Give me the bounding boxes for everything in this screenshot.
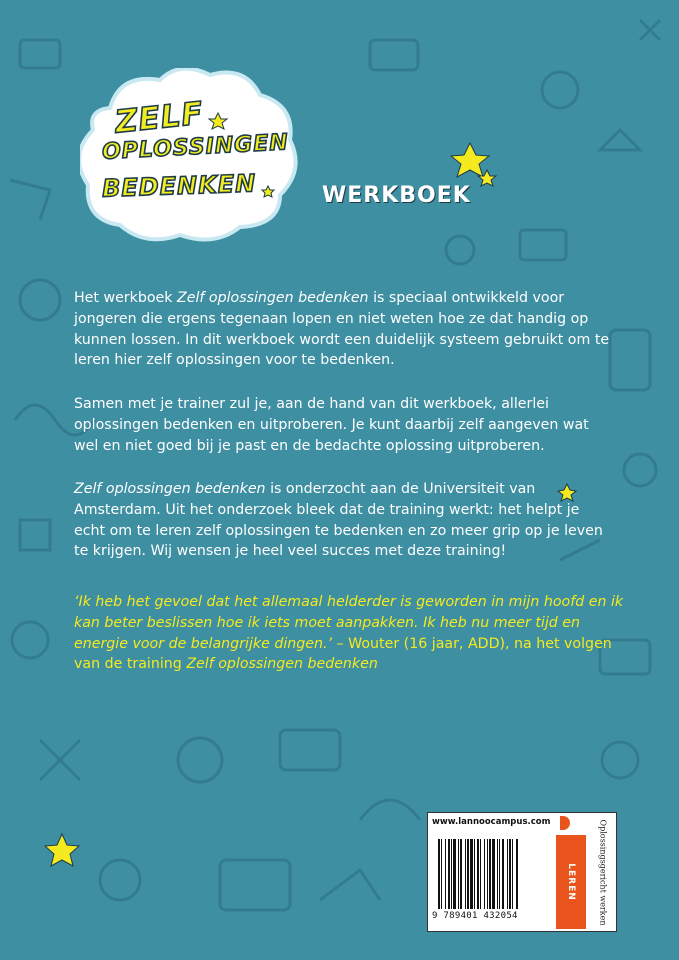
barcode-bar — [445, 839, 446, 909]
barcode-bar — [453, 839, 456, 909]
text-run: is onderzocht aan de Universiteit van Amsterdam. Uit het onderzoek bleek dat de training werkt: het helpt je echt om te leren zelf oplossingen te bedenken en zo meer grip op je leven te krijgen. Wij wensen je heel veel succes met deze training! — [74, 481, 603, 560]
barcode-box — [427, 812, 592, 932]
barcode-bar — [438, 839, 440, 909]
publisher-url: www.lannoocampus.com — [432, 817, 551, 827]
barcode-bar — [497, 839, 498, 909]
barcode-bar — [489, 839, 491, 909]
barcode-bar — [474, 839, 475, 909]
logo-title-line1: ZELF — [113, 95, 206, 141]
barcode-bar — [492, 839, 495, 909]
barcode-bar — [509, 839, 511, 909]
publisher-logo-icon — [560, 816, 570, 830]
series-label: LEREN — [566, 863, 576, 901]
barcode — [438, 839, 548, 909]
barcode-bar — [516, 839, 518, 909]
subtitle-werkboek: WERKBOEK — [322, 183, 471, 208]
text-run: Zelf oplossingen bedenken — [177, 290, 369, 306]
text-run: Samen met je trainer zul je, aan de hand van dit werkboek, allerlei oplossingen bedenken en uitproberen. Je kunt daarbij zelf aangeven wat wel en niet goed bij je past en de bedachte oplossing uitproberen. — [74, 396, 589, 454]
paragraph-trainer — [74, 394, 614, 456]
isbn-number: 9 789401 432054 — [432, 911, 518, 921]
barcode-bar — [499, 839, 500, 909]
text-run: ‘Ik heb het gevoel dat het allemaal helderder is geworden in mijn hoofd en ik kan beter beslissen hoe ik iets moet aanpakken. Ik heb nu meer tijd en energie voor de belangrijke dingen.’ — [74, 594, 624, 652]
barcode-bar — [484, 839, 485, 909]
barcode-bar — [460, 839, 462, 909]
logo-title-line3: BEDENKEN — [101, 169, 257, 203]
spine-strip — [590, 812, 617, 932]
barcode-bar — [507, 839, 508, 909]
barcode-bar — [470, 839, 473, 909]
paragraph-research — [74, 479, 614, 562]
text-run: – Wouter (16 jaar, ADD), na het volgen van de training — [74, 635, 612, 673]
text-run: is speciaal ontwikkeld voor jongeren die ergens tegenaan lopen en niet weten hoe ze dat handig op kunnen lossen. In dit werkboek wordt een duidelijk systeem gebruikt om te leren hier zelf oplossingen voor te bedenken. — [74, 290, 610, 369]
text-run: Zelf oplossingen bedenken — [74, 481, 266, 497]
text-run: Zelf oplossingen bedenken — [186, 656, 378, 673]
barcode-bar — [480, 839, 481, 909]
barcode-bar — [487, 839, 488, 909]
barcode-bar — [448, 839, 450, 909]
barcode-bar — [512, 839, 513, 909]
spine-title: Oplossingsgericht werken — [598, 819, 608, 925]
barcode-bar — [502, 839, 504, 909]
barcode-bar — [467, 839, 469, 909]
text-run: Het werkboek — [74, 290, 177, 306]
barcode-bar — [458, 839, 459, 909]
testimonial-quote — [74, 592, 634, 675]
barcode-bar — [451, 839, 452, 909]
barcode-bar — [441, 839, 442, 909]
barcode-bar — [465, 839, 466, 909]
logo-title-line2: OPLOSSINGEN — [101, 130, 290, 165]
paragraph-intro — [74, 288, 614, 371]
barcode-bar — [477, 839, 479, 909]
